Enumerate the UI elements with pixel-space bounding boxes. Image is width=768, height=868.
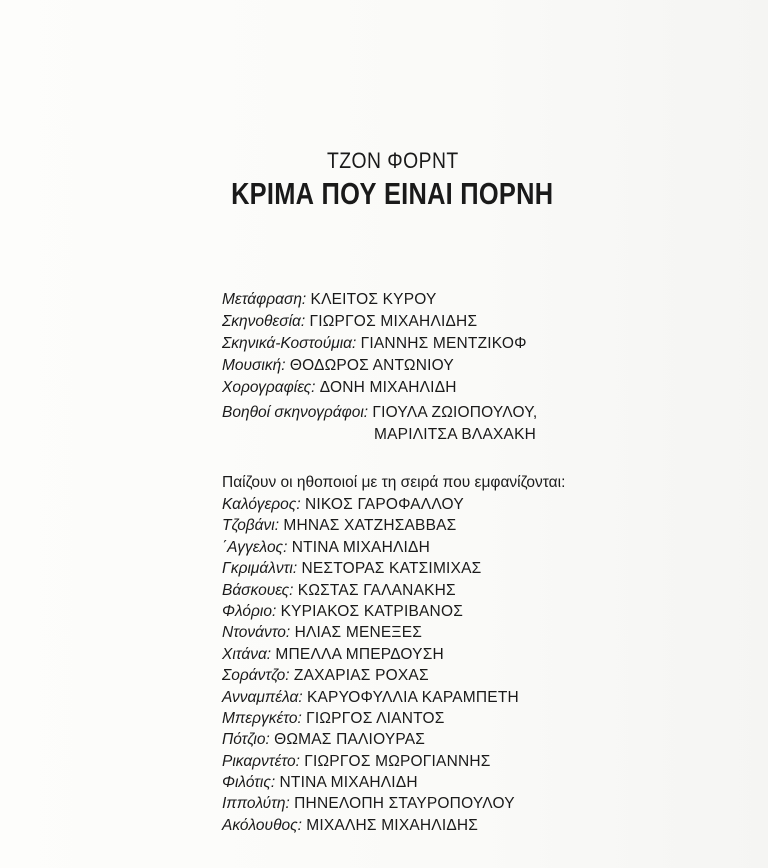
cast-line xyxy=(222,515,662,536)
cast-name: ΓΙΩΡΓΟΣ ΛΙΑΝΤΟΣ xyxy=(306,709,445,727)
cast-line xyxy=(222,708,662,729)
cast-role: Φλόριο: xyxy=(222,602,277,620)
cast-role: Μπεργκέτο: xyxy=(222,709,302,727)
crew-name: ΘΟΔΩΡΟΣ ΑΝΤΩΝΙΟΥ xyxy=(289,357,454,374)
crew-line-continued xyxy=(222,424,662,446)
crew-role: Μετάφραση: xyxy=(222,291,307,308)
cast-name: ΝΙΚΟΣ ΓΑΡΟΦΑΛΛΟΥ xyxy=(304,496,464,513)
crew-role: Βοηθοί σκηνογράφοι: xyxy=(222,404,369,421)
cast-line xyxy=(222,687,662,708)
cast-name: ΚΑΡΥΟΦΥΛΛΙΑ ΚΑΡΑΜΠΕΤΗ xyxy=(306,688,519,706)
cast-line xyxy=(222,772,662,793)
cast-list xyxy=(222,494,662,836)
cast-role: Ιππολύτη: xyxy=(222,795,290,813)
cast-line xyxy=(222,729,662,750)
cast-line xyxy=(222,644,662,665)
cast-name: ΓΙΩΡΓΟΣ ΜΩΡΟΓΙΑΝΝΗΣ xyxy=(304,752,491,770)
cast-role: Σοράντζο: xyxy=(222,667,290,685)
crew-line xyxy=(222,377,662,399)
cast-role: Ντονάντο: xyxy=(222,624,291,642)
cast-role: Γκριμάλντι: xyxy=(222,560,298,578)
cast-name: ΗΛΙΑΣ ΜΕΝΕΞΕΣ xyxy=(294,624,423,642)
cast-name: ΜΠΕΛΛΑ ΜΠΕΡΔΟΥΣΗ xyxy=(275,645,444,663)
play-title: ΚΡΙΜΑ ΠΟΥ ΕΙΝΑΙ ΠΟΡΝΗ xyxy=(231,176,554,211)
crew-name: ΓΙΟΥΛΑ ΖΩΙΟΠΟΥΛΟΥ, xyxy=(372,404,538,421)
crew-role: Μουσική: xyxy=(222,357,286,374)
crew-role: Σκηνοθεσία: xyxy=(222,313,306,330)
cast-role: Φιλότις: xyxy=(222,774,276,792)
crew-role: Σκηνικά-Κοστούμια: xyxy=(222,335,357,352)
cast-name: ΜΙΧΑΛΗΣ ΜΙΧΑΗΛΙΔΗΣ xyxy=(306,816,479,834)
crew-line xyxy=(222,355,662,377)
cast-line xyxy=(222,793,662,814)
cast-role: ΄Αγγελος: xyxy=(222,538,288,556)
cast-line xyxy=(222,494,662,515)
cast-line xyxy=(222,537,662,558)
crew-line xyxy=(222,402,662,424)
cast-line xyxy=(222,815,662,836)
cast-name: ΖΑΧΑΡΙΑΣ ΡΟΧΑΣ xyxy=(293,667,429,685)
cast-role: Βάσκουες: xyxy=(222,581,294,599)
section-gap xyxy=(222,446,662,468)
cast-role: Ανναμπέλα: xyxy=(222,688,303,706)
crew-line xyxy=(222,311,662,333)
cast-line xyxy=(222,601,662,622)
cast-line xyxy=(222,665,662,686)
crew-line xyxy=(222,333,662,355)
crew-name: ΚΛΕΙΤΟΣ ΚΥΡΟΥ xyxy=(310,291,437,308)
credits-block xyxy=(222,289,662,836)
cast-role: Καλόγερος: xyxy=(222,496,301,513)
cast-role: Πότζιο: xyxy=(222,731,270,749)
cast-line xyxy=(222,622,662,643)
play-author: ΤΖΟΝ ΦΟΡΝΤ xyxy=(326,148,459,173)
crew-name: ΜΑΡΙΛΙΤΣΑ ΒΛΑΧΑΚΗ xyxy=(374,426,537,443)
cast-name: ΝΤΙΝΑ ΜΙΧΑΗΛΙΔΗ xyxy=(291,538,430,556)
cast-name: ΜΗΝΑΣ ΧΑΤΖΗΣΑΒΒΑΣ xyxy=(283,517,457,535)
cast-line xyxy=(222,580,662,601)
cast-intro: Παίζουν οι ηθοποιοί με τη σειρά που εμφανίζονται: xyxy=(222,474,566,491)
cast-name: ΘΩΜΑΣ ΠΑΛΙΟΥΡΑΣ xyxy=(274,731,426,749)
crew-line xyxy=(222,289,662,311)
cast-name: ΚΥΡΙΑΚΟΣ ΚΑΤΡΙΒΑΝΟΣ xyxy=(280,602,463,620)
cast-line xyxy=(222,558,662,579)
crew-name: ΔΟΝΗ ΜΙΧΑΗΛΙΔΗ xyxy=(319,379,457,396)
cast-role: Τζοβάνι: xyxy=(222,517,280,535)
crew-name: ΓΙΑΝΝΗΣ ΜΕΝΤΖΙΚΟΦ xyxy=(360,335,527,352)
cast-name: ΝΤΙΝΑ ΜΙΧΑΗΛΙΔΗ xyxy=(279,774,418,792)
cast-line xyxy=(222,751,662,772)
cast-name: ΝΕΣΤΟΡΑΣ ΚΑΤΣΙΜΙΧΑΣ xyxy=(301,560,482,578)
crew-name: ΓΙΩΡΓΟΣ ΜΙΧΑΗΛΙΔΗΣ xyxy=(309,313,478,330)
cast-role: Ακόλουθος: xyxy=(222,816,302,834)
crew-role: Χορογραφίες: xyxy=(222,379,316,396)
cast-name: ΠΗΝΕΛΟΠΗ ΣΤΑΥΡΟΠΟΥΛΟΥ xyxy=(294,795,515,813)
cast-name: ΚΩΣΤΑΣ ΓΑΛΑΝΑΚΗΣ xyxy=(297,581,456,599)
cast-role: Ρικαρντέτο: xyxy=(222,752,300,770)
cast-role: Χιτάνα: xyxy=(222,645,272,663)
